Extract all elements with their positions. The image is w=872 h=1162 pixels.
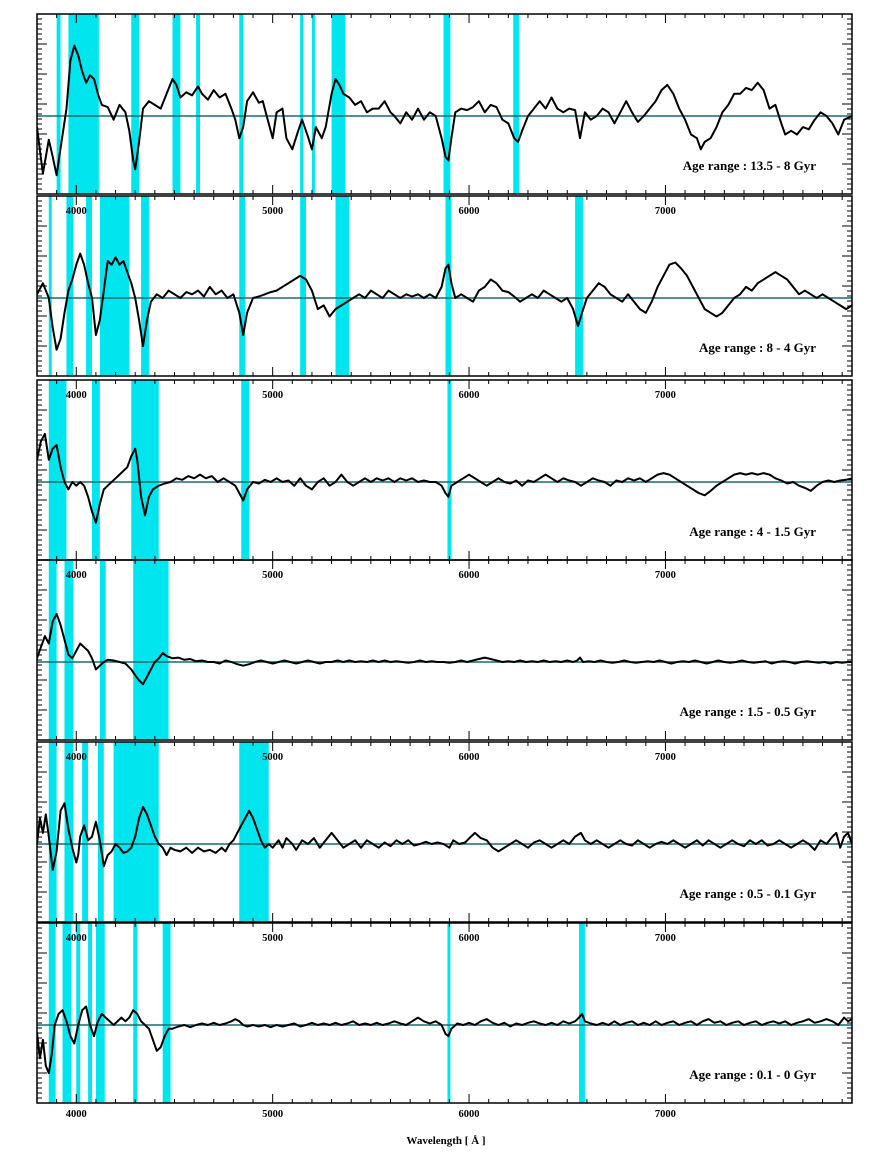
spectral-band (241, 380, 249, 560)
spectral-band (49, 380, 67, 560)
panels-group (37, 14, 852, 1120)
x-tick-label: 5000 (262, 933, 284, 944)
spectral-band (196, 14, 200, 194)
spectral-band (88, 923, 92, 1103)
band-group (49, 380, 452, 560)
x-tick-label: 7000 (654, 752, 676, 763)
x-tick-label: 5000 (262, 1109, 284, 1120)
spectrum-panel (37, 14, 852, 194)
spectral-band (76, 923, 80, 1103)
band-group (49, 923, 585, 1103)
x-tick-label: 6000 (458, 570, 480, 581)
spectral-band (312, 14, 315, 194)
spectral-band (513, 14, 519, 194)
spectral-band (300, 196, 306, 376)
spectral-band (141, 196, 149, 376)
x-tick-label: 5000 (262, 390, 284, 401)
x-tick-label: 4000 (65, 1109, 87, 1120)
x-tick-label: 6000 (458, 752, 480, 763)
band-group (49, 196, 583, 376)
age-range-label: Age range : 0.1 - 0 Gyr (689, 1067, 816, 1082)
spectral-band (447, 923, 450, 1103)
spectral-band (239, 742, 268, 922)
spectrum-line (37, 434, 852, 523)
spectrum-line (37, 1007, 852, 1074)
spectral-band (133, 560, 168, 740)
x-tick-label: 4000 (65, 390, 87, 401)
spectral-band (444, 14, 451, 194)
spectrum-panel (37, 380, 852, 560)
spectral-band (239, 196, 245, 376)
spectrum-line (37, 803, 852, 870)
x-tick-label: 6000 (458, 206, 480, 217)
spectral-band (173, 14, 181, 194)
x-tick-label: 4000 (65, 933, 87, 944)
spectral-band (163, 923, 171, 1103)
x-tick-label: 7000 (654, 1109, 676, 1120)
bottom-axis-labels (66, 1109, 676, 1120)
spectral-band (131, 380, 158, 560)
x-tick-label: 4000 (65, 570, 87, 581)
age-range-label: Age range : 1.5 - 0.5 Gyr (679, 704, 816, 719)
age-range-label: Age range : 4 - 1.5 Gyr (689, 524, 816, 539)
age-range-label: Age range : 0.5 - 0.1 Gyr (679, 886, 816, 901)
age-range-label: Age range : 8 - 4 Gyr (699, 340, 816, 355)
age-range-label: Age range : 13.5 - 8 Gyr (682, 158, 816, 173)
spectrum-panel (37, 742, 852, 922)
spectral-band (49, 923, 56, 1103)
band-group (57, 14, 519, 194)
spectrum-panel (37, 923, 852, 1103)
x-tick-label: 7000 (654, 390, 676, 401)
x-tick-label: 4000 (65, 206, 87, 217)
spectral-band (239, 14, 243, 194)
spectral-band (49, 560, 57, 740)
x-tick-label: 6000 (458, 1109, 480, 1120)
spectral-band (300, 14, 303, 194)
x-tick-label: 6000 (458, 390, 480, 401)
spectral-band (332, 14, 346, 194)
spectral-band (445, 196, 451, 376)
x-tick-label: 4000 (65, 752, 87, 763)
x-tick-label: 5000 (262, 206, 284, 217)
spectral-band (100, 560, 106, 740)
x-tick-label: 5000 (262, 570, 284, 581)
x-tick-label: 7000 (654, 570, 676, 581)
x-tick-label: 7000 (654, 206, 676, 217)
spectral-band (68, 14, 98, 194)
spectrum-line (37, 254, 852, 350)
spectral-band (336, 196, 350, 376)
spectral-band (64, 560, 73, 740)
spectrum-panel (37, 196, 852, 376)
x-tick-label: 6000 (458, 933, 480, 944)
spectrum-panel (37, 560, 852, 740)
spectral-band (49, 196, 52, 376)
x-axis-label: Wavelength [ Å ] (406, 1135, 486, 1147)
spectral-band (92, 380, 100, 560)
x-tick-label: 7000 (654, 933, 676, 944)
spectral-band (447, 380, 451, 560)
x-tick-label: 5000 (262, 752, 284, 763)
spectral-band (575, 196, 583, 376)
spectral-band (96, 923, 105, 1103)
spectral-band (49, 742, 57, 922)
